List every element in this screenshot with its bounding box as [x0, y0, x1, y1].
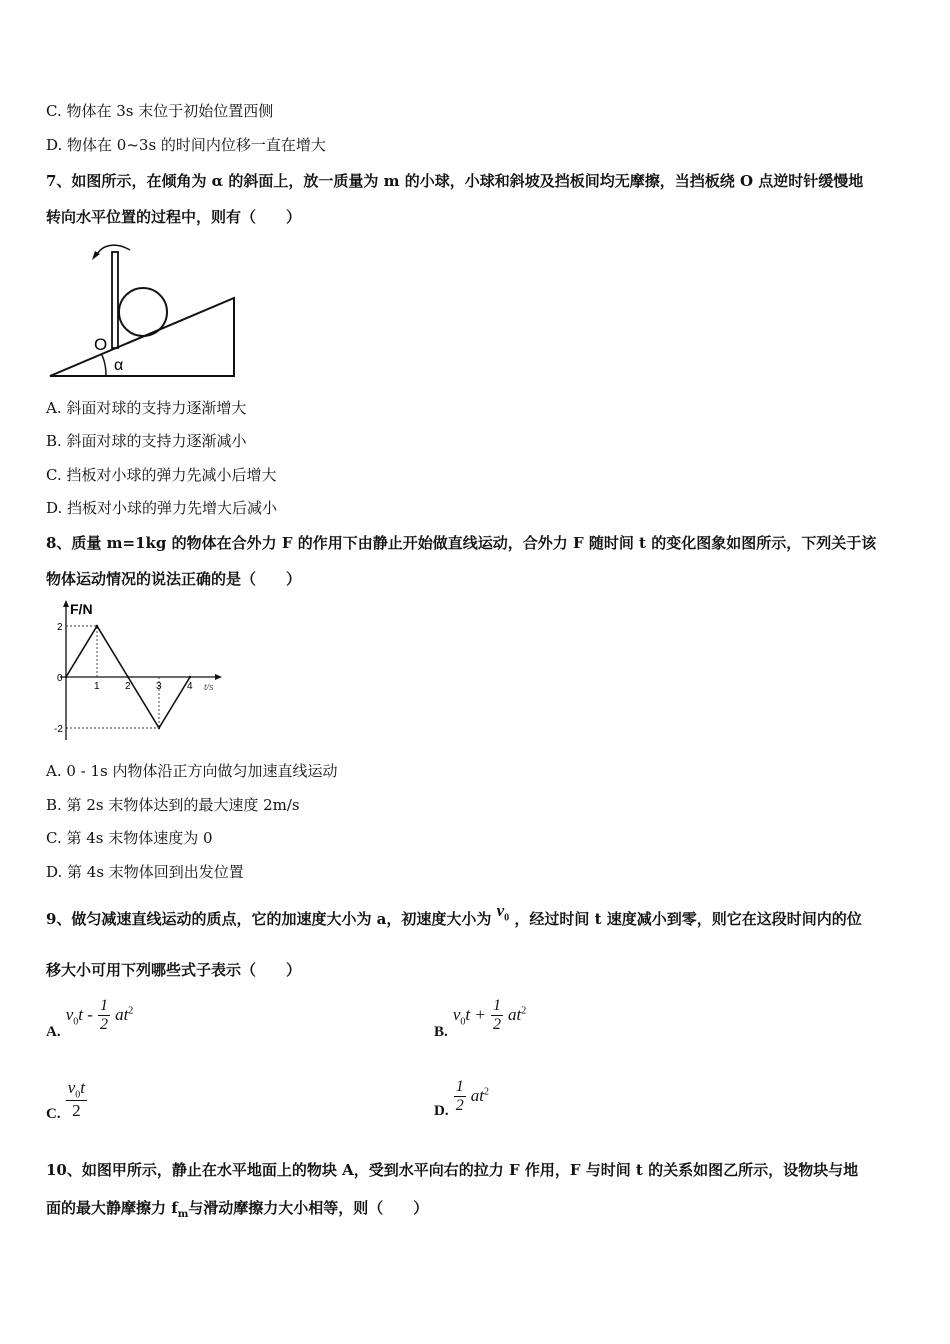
q8-stem-line1: 8、质量 m=1kg 的物体在合外力 F 的作用下由静止开始做直线运动，合外力 F 随时间 t 的变化图象如图所示，下列关于该	[46, 534, 877, 552]
rotation-arrow	[96, 245, 130, 256]
q8-stem-line2: 物体运动情况的说法正确的是（ ）	[46, 570, 302, 588]
x-tick-label: 1	[94, 681, 100, 692]
q7-stem-line2: 转向水平位置的过程中，则有（ ）	[46, 208, 302, 226]
q10-stem-line2: 面的最大静摩擦力 $f_m$与滑动摩擦力大小相等，则（ ）	[46, 1199, 429, 1220]
x-tick-label: 2	[125, 681, 131, 692]
q6-option-d: D. 物体在 0~3s 的时间内位移一直在增大	[46, 136, 326, 154]
q8-option-b: B. 第 2s 末物体达到的最大速度 2m/s	[46, 796, 300, 814]
q7-option-c: C. 挡板对小球的弹力先减小后增大	[46, 466, 277, 484]
angle-arc	[102, 355, 106, 376]
q8-option-d: D. 第 4s 末物体回到出发位置	[46, 863, 244, 881]
q6-option-c: C. 物体在 3s 末位于初始位置西侧	[46, 102, 274, 120]
expr-b: $v_0t$ +	[452, 1005, 486, 1028]
q9-option-b: B. $v_0t$ + $\frac{1}{2}$ $at^2$	[434, 997, 527, 1040]
frac-b: $\frac{1}{2}$	[492, 997, 501, 1033]
y-tick-label: -2	[54, 724, 63, 735]
baffle-board	[112, 252, 118, 348]
x-axis-label: t/s	[204, 682, 214, 692]
q9-option-d: D. $\frac{1}{2}$ $at^2$	[434, 1078, 490, 1119]
q9-option-a: A. $v_0t$ - $\frac{1}{2}$ $at^2$	[46, 997, 134, 1040]
q8-option-a: A. 0 - 1s 内物体沿正方向做匀加速直线运动	[46, 762, 338, 780]
expr-a: $v_0t$ -	[65, 1005, 93, 1028]
q10-stem-line1: 10、如图甲所示，静止在水平地面上的物块 A，受到水平向右的拉力 F 作用，F 与时间 t 的关系如图乙所示，设物块与地	[46, 1161, 859, 1179]
q9-option-c: C. $\frac{v_0t}{2}$	[46, 1078, 85, 1123]
frac-c: $\frac{v_0t}{2}$	[67, 1078, 85, 1121]
x-tick-label: 4	[187, 681, 193, 692]
x-axis-arrow	[215, 674, 222, 680]
q8-option-c: C. 第 4s 末物体速度为 0	[46, 829, 213, 847]
frac-a: $\frac{1}{2}$	[99, 997, 108, 1033]
q7-stem-line1: 7、如图所示，在倾角为 α 的斜面上，放一质量为 m 的小球，小球和斜坡及挡板间均无摩擦，当挡板绕 O 点逆时针缓慢地	[46, 172, 864, 190]
q9-stem-part2: ，经过时间 t 速度减小到零，则它在这段时间内的位	[514, 910, 862, 928]
q7-option-b: B. 斜面对球的支持力逐渐减小	[46, 432, 247, 450]
q7-option-a: A. 斜面对球的支持力逐渐增大	[46, 399, 247, 417]
x-tick-label: 3	[156, 681, 162, 692]
incline-triangle	[50, 298, 234, 376]
v0-symbol: $v_0$	[496, 901, 510, 924]
frac-d: $\frac{1}{2}$	[455, 1078, 464, 1114]
y-tick-label: 2	[57, 622, 63, 633]
pivot-label: O	[94, 335, 108, 354]
q7-option-d: D. 挡板对小球的弹力先增大后减小	[46, 499, 278, 517]
y-axis-label: F/N	[70, 601, 93, 617]
y-axis-arrow	[63, 600, 69, 607]
ball	[119, 288, 167, 336]
q9-stem-line2: 移大小可用下列哪些式子表示（ ）	[46, 961, 302, 979]
x-tick-label: 0	[57, 673, 63, 684]
force-time-chart	[46, 598, 226, 746]
incline-figure	[46, 242, 246, 384]
q9-stem-part1: 9、做匀减速直线运动的质点，它的加速度大小为 a，初速度大小为	[46, 910, 492, 928]
angle-label: α	[114, 357, 124, 374]
q9-stem-line1	[46, 901, 862, 936]
